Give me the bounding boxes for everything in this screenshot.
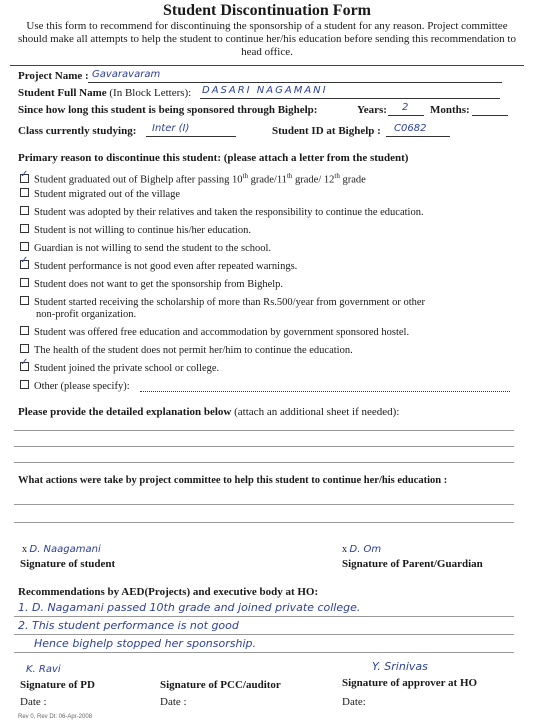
recommendation-text: 1. D. Nagamani passed 10th grade and joined private college.: [18, 601, 361, 614]
reason-item[interactable]: Student migrated out of the village: [20, 188, 180, 201]
student-name-value: DASARI NAGAMANI: [202, 85, 328, 96]
parent-signature-row[interactable]: x D. Om: [342, 544, 382, 555]
parent-signature-label: Signature of Parent/Guardian: [342, 558, 483, 570]
reason-item[interactable]: The health of the student does not permit her/him to continue the education.: [20, 344, 353, 357]
project-name-field[interactable]: [88, 70, 502, 83]
pcc-signature-label: Signature of PCC/auditor: [160, 679, 281, 691]
revision-footnote: Rev 0, Rev Dt: 06-Apr-2008: [18, 714, 93, 720]
checkbox[interactable]: [20, 188, 29, 197]
checkbox[interactable]: [20, 242, 29, 251]
reason-item[interactable]: Student was offered free education and accommodation by government sponsored hostel.: [20, 326, 409, 339]
checkbox[interactable]: [20, 296, 29, 305]
reason-item-other[interactable]: Other (please specify):: [20, 380, 130, 393]
student-signature-row[interactable]: x D. Naagamani: [22, 544, 101, 555]
class-field[interactable]: [146, 124, 236, 137]
reason-item[interactable]: ✓Student performance is not good even after repeated warnings.: [20, 260, 297, 273]
actions-label: What actions were take by project committee to help this student to continue her/his education :: [18, 475, 448, 486]
form-intro: Use this form to recommend for discontinuing the sponsorship of a student for any reason. Project committee should make all attempts to help the student to continue her/his education before sending this recommendation to head office.: [18, 20, 516, 58]
reason-item[interactable]: Student does not want to get the sponsorship from Bighelp.: [20, 278, 283, 291]
explanation-note: (attach an additional sheet if needed):: [234, 406, 400, 418]
class-label: Class currently studying:: [18, 125, 137, 137]
approver-signature-label: Signature of approver at HO: [342, 677, 478, 689]
checkbox[interactable]: [20, 344, 29, 353]
years-label: Years:: [357, 104, 387, 116]
months-field[interactable]: [472, 103, 508, 116]
recommendations-label: Recommendations by AED(Projects) and executive body at HO:: [18, 586, 319, 598]
form-title: Student Discontinuation Form: [162, 2, 372, 19]
explanation-line[interactable]: [14, 430, 514, 431]
project-name-label: Project Name :: [18, 70, 89, 82]
student-name-hint: (In Block Letters):: [109, 87, 192, 99]
class-value: Inter (I): [152, 123, 190, 134]
reason-item[interactable]: Student was adopted by their relatives and taken the responsibility to continue the education.: [20, 206, 424, 219]
reason-item[interactable]: ✓Student joined the private school or college.: [20, 362, 219, 375]
student-signature: D. Naagamani: [29, 544, 101, 555]
sponsored-label: Since how long this student is being sponsored through Bighelp:: [18, 104, 318, 116]
checkbox[interactable]: [20, 224, 29, 233]
checkbox-checked[interactable]: [20, 362, 29, 371]
reasons-heading: Primary reason to discontinue this student:: [18, 152, 221, 164]
reason-item[interactable]: Student started receiving the scholarship of more than Rs.500/year from government or other: [20, 296, 425, 309]
approver-signature[interactable]: Y. Srinivas: [372, 660, 428, 673]
other-specify-field[interactable]: [140, 379, 510, 392]
student-id-field[interactable]: [386, 124, 450, 137]
student-name-label-row: [18, 87, 191, 99]
explanation-line[interactable]: [14, 446, 514, 447]
explanation-label-row: [18, 406, 399, 418]
pd-date[interactable]: Date :: [20, 696, 47, 708]
project-name-value: Gavaravaram: [92, 69, 161, 80]
student-signature-label: Signature of student: [20, 558, 116, 570]
pd-signature[interactable]: K. Ravi: [26, 664, 61, 675]
student-id-label: Student ID at Bighelp :: [272, 125, 381, 137]
checkbox-checked[interactable]: [20, 174, 29, 183]
years-value: 2: [402, 102, 409, 113]
years-field[interactable]: [388, 103, 424, 116]
reasons-heading-row: [18, 152, 408, 164]
pcc-date[interactable]: Date :: [160, 696, 187, 708]
recommendation-line[interactable]: [14, 636, 514, 653]
explanation-label: Please provide the detailed explanation below: [18, 406, 232, 418]
actions-line[interactable]: [14, 522, 514, 523]
reason-item[interactable]: ✓Student graduated out of Bighelp after passing 10th grade/11th grade/ 12th grade: [20, 170, 366, 187]
checkbox[interactable]: [20, 278, 29, 287]
checkbox[interactable]: [20, 380, 29, 389]
approver-date[interactable]: Date:: [342, 696, 366, 708]
recommendation-line[interactable]: [14, 618, 514, 635]
checkbox[interactable]: [20, 326, 29, 335]
recommendation-text: Hence bighelp stopped her sponsorship.: [34, 637, 256, 650]
reasons-heading-note: (please attach a letter from the student): [223, 152, 409, 164]
recommendation-text: 2. This student performance is not good: [18, 619, 239, 632]
recommendation-line[interactable]: [14, 600, 514, 617]
reason-item[interactable]: Guardian is not willing to send the student to the school.: [20, 242, 271, 255]
student-id-value: C0682: [394, 123, 427, 134]
student-name-label: Student Full Name: [18, 87, 107, 99]
reason-item-continuation: non-profit organization.: [36, 309, 137, 320]
header-divider: [10, 65, 524, 66]
pd-signature-label: Signature of PD: [20, 679, 95, 691]
checkbox[interactable]: [20, 206, 29, 215]
actions-line[interactable]: [14, 504, 514, 505]
reason-item[interactable]: Student is not willing to continue his/her education.: [20, 224, 251, 237]
student-name-field[interactable]: [200, 86, 500, 99]
months-label: Months:: [430, 104, 470, 116]
checkbox-checked[interactable]: [20, 260, 29, 269]
explanation-line[interactable]: [14, 462, 514, 463]
parent-signature: D. Om: [349, 544, 382, 555]
